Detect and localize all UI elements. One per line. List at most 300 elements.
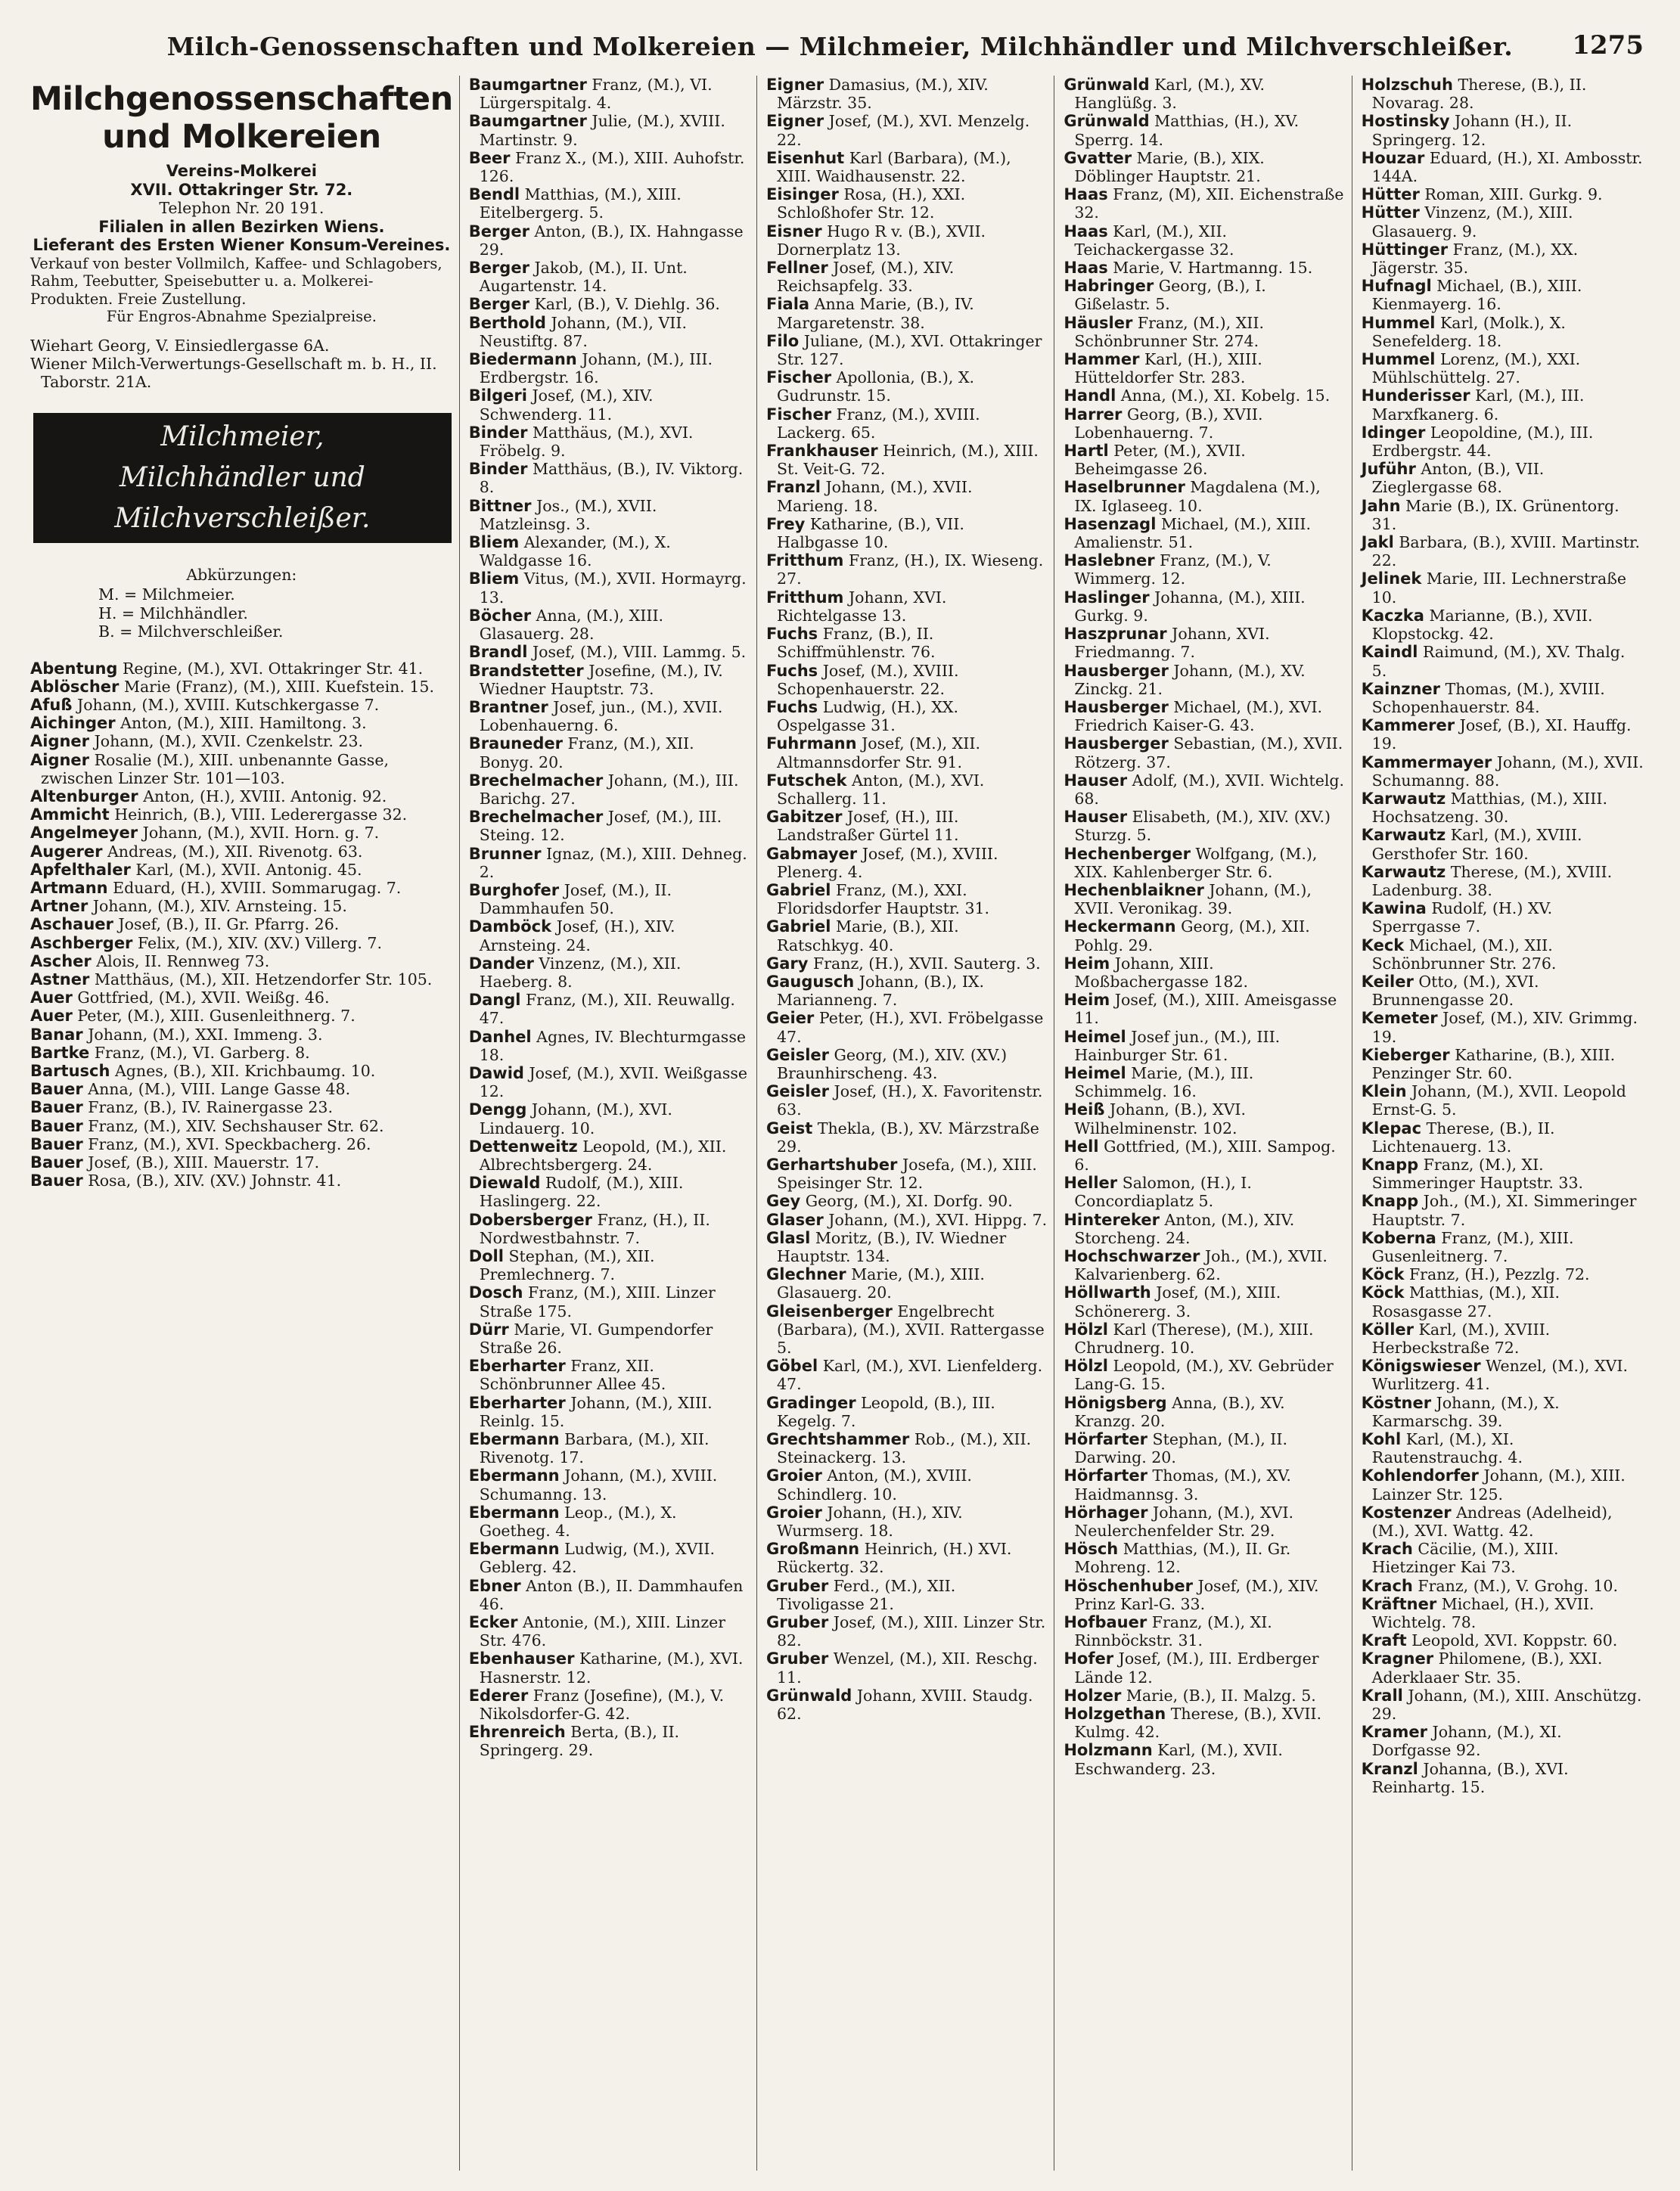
list-item xyxy=(469,1174,750,1210)
list-item xyxy=(766,808,1048,844)
entry-name: Kräftner xyxy=(1361,1594,1437,1613)
list-item xyxy=(469,1540,750,1576)
list-item xyxy=(469,533,750,569)
entry-name: Ebermann xyxy=(468,1466,560,1485)
list-item xyxy=(1362,76,1644,112)
list-item xyxy=(766,1649,1048,1686)
list-item xyxy=(30,879,453,897)
list-item xyxy=(1064,1028,1345,1064)
entry-name: Geisler xyxy=(766,1045,829,1064)
entry-name: Glaser xyxy=(766,1210,824,1229)
entry-details: Hugo R v. (B.), XVII. Dornerplatz 13. xyxy=(777,222,986,259)
entry-details: Matthäus, (M.), XII. Hetzendorfer Str. 105. xyxy=(94,970,433,989)
entry-details: Johann, (M.), XVIII. Schumanng. 13. xyxy=(479,1466,718,1504)
list-item xyxy=(766,259,1048,295)
entry-details: Rudolf, (M.), XIII. Haslingerg. 22. xyxy=(479,1174,684,1211)
entry-details: Johann, (M.), XIII. Reinlg. 15. xyxy=(479,1393,713,1430)
list-item xyxy=(766,442,1048,478)
entry-name: Fischer xyxy=(766,405,832,424)
entry-details: Marie, (B.), XIX. Döblinger Hauptstr. 21. xyxy=(1074,148,1265,186)
entry-name: Hauser xyxy=(1064,808,1128,827)
entry-name: Aigner xyxy=(30,732,90,751)
entry-name: Gruber xyxy=(766,1576,829,1595)
list-item xyxy=(1064,1466,1345,1503)
list-item xyxy=(469,954,750,991)
entry-details: Anna Marie, (B.), IV. Margaretenstr. 38. xyxy=(777,295,974,332)
list-item xyxy=(1362,826,1644,862)
entry-name: Bendl xyxy=(468,185,520,204)
entry-details: Peter, (M.), XVII. Beheimgasse 26. xyxy=(1074,442,1246,479)
entry-name: Kammermayer xyxy=(1361,753,1492,771)
list-item xyxy=(1064,1741,1345,1777)
list-item xyxy=(469,460,750,496)
entry-name: Kammerer xyxy=(1361,716,1455,735)
entry-details: Engelbrecht (Barbara), (M.), XVII. Rattergasse 5. xyxy=(777,1302,1045,1358)
entry-name: Hartl xyxy=(1064,442,1109,461)
entry-name: Dangl xyxy=(468,991,521,1010)
entry-name: Dawid xyxy=(468,1063,524,1082)
entry-details: Josef, (M.), II. Dammhaufen 50. xyxy=(479,880,672,918)
entry-name: Heiß xyxy=(1064,1100,1105,1119)
entry-details: Franz, (M.), VI. Garberg. 8. xyxy=(94,1043,310,1062)
entry-details: Josef, (M.), XIV. Grimmg. 19. xyxy=(1371,1009,1638,1046)
entry-name: Hönigsberg xyxy=(1064,1393,1167,1412)
entry-name: Kainzner xyxy=(1361,679,1441,698)
list-item xyxy=(1362,936,1644,973)
list-item xyxy=(1362,1595,1644,1631)
entry-details: Franz, (H.), IX. Wieseng. 27. xyxy=(777,551,1044,588)
entry-details: Therese, (M.), XVIII. Ladenburg. 38. xyxy=(1371,862,1613,899)
list-item xyxy=(1064,734,1345,771)
entry-details: Rosa, (H.), XXI. Schloßhofer Str. 12. xyxy=(777,185,966,222)
abbreviation-item: H. = Milchhändler. xyxy=(98,604,248,622)
entry-name: Jakl xyxy=(1361,533,1394,552)
list-item xyxy=(1064,1100,1345,1137)
list-item xyxy=(1362,350,1644,386)
entry-details: Felix, (M.), XIV. (XV.) Villerg. 7. xyxy=(137,933,382,952)
entry-details: Josefine, (M.), IV. Wiedner Hauptstr. 73. xyxy=(479,661,723,698)
list-item xyxy=(1362,1687,1644,1723)
list-item xyxy=(766,845,1048,881)
entry-details: Leopold, (M.), XV. Gebrüder Lang-G. 15. xyxy=(1074,1357,1334,1394)
list-item xyxy=(1362,899,1644,936)
section-banner-milchmeier xyxy=(33,413,452,543)
list-item xyxy=(469,1247,750,1283)
entry-details: Karl (Therese), (M.), XIII. Chrudnerg. 10. xyxy=(1074,1320,1314,1358)
entry-details: Josef, (M.), XIII. Linzer Str. 82. xyxy=(777,1613,1046,1650)
list-item xyxy=(766,1229,1048,1265)
entry-name: Höllwarth xyxy=(1064,1283,1151,1302)
entry-name: Dengg xyxy=(468,1100,527,1119)
abbreviations-heading: Abkürzungen: xyxy=(186,565,297,584)
list-item xyxy=(469,112,750,148)
column-4 xyxy=(1064,76,1352,2171)
list-item xyxy=(766,1466,1048,1503)
list-item xyxy=(1064,76,1345,112)
entry-name: Fiala xyxy=(766,295,810,314)
entry-name: Berger xyxy=(468,222,529,241)
entry-name: Ebermann xyxy=(468,1540,560,1559)
entry-name: Fellner xyxy=(766,259,828,278)
entry-name: Dettenweitz xyxy=(468,1137,578,1156)
list-item xyxy=(766,551,1048,588)
entry-details: Anton, (H.), XVIII. Antonig. 92. xyxy=(143,787,387,805)
entry-details: Alois, II. Rennweg 73. xyxy=(96,951,270,970)
entry-details: Josef, (M.), XIV. Reichsapfelg. 33. xyxy=(777,259,955,296)
entry-name: Gaugusch xyxy=(766,972,855,991)
entry-details: Heinrich, (B.), VIII. Lederergasse 32. xyxy=(114,805,408,824)
entry-details: Marie, (B.), XII. Ratschkyg. 40. xyxy=(777,917,959,954)
entry-details: Anton, (B.), VII. Zieglergasse 68. xyxy=(1371,460,1545,497)
banner-line: Milchmeier, xyxy=(160,421,325,452)
entry-name: Hummel xyxy=(1361,350,1436,369)
entry-name: Hasenzagl xyxy=(1064,514,1157,533)
entry-name: Artmann xyxy=(30,879,108,898)
entry-name: Eigner xyxy=(766,76,824,94)
entry-name: Ebermann xyxy=(468,1430,560,1449)
list-item xyxy=(766,881,1048,917)
entry-details: Rosa, (B.), XIV. (XV.) Johnstr. 41. xyxy=(88,1172,342,1190)
entry-name: Ehrenreich xyxy=(468,1723,566,1742)
entry-name: Bartke xyxy=(30,1043,90,1062)
entry-details: Barbara, (M.), XII. Rivenotg. 17. xyxy=(479,1430,710,1467)
entry-details: Anton, (M.), XIV. Storcheng. 24. xyxy=(1074,1210,1295,1247)
list-item xyxy=(1362,149,1644,185)
entry-details: Josef, (M.), XIII. Ameisgasse 11. xyxy=(1074,991,1337,1028)
entry-details: Alexander, (M.), X. Waldgasse 16. xyxy=(479,533,671,570)
list-item xyxy=(1362,1504,1644,1540)
entry-details: Johann, (B.), XVI. Wilhelminenstr. 102. xyxy=(1074,1100,1247,1137)
entry-name: Haslebner xyxy=(1064,551,1155,570)
list-item xyxy=(766,1430,1048,1466)
entry-details: Franz, (M.), XII. Schönbrunner Str. 274. xyxy=(1074,313,1264,350)
list-item xyxy=(1064,1283,1345,1320)
company-description: Verkauf von bester Vollmilch, Kaffee- und Schlagobers, Rahm, Teebutter, Speisebutter u. a. Molkerei-Produkten. Freie Zustellung. xyxy=(30,254,443,308)
entry-name: Auer xyxy=(30,988,73,1007)
list-item xyxy=(469,569,750,606)
entry-name: Karwautz xyxy=(1361,862,1446,881)
entry-details: Therese, (B.), XVII. Kulmg. 42. xyxy=(1074,1705,1322,1742)
entry-details: Georg, (M.), XIV. (XV.) Braunhirscheng. 43. xyxy=(777,1045,1008,1082)
entry-name: Kohl xyxy=(1361,1430,1402,1449)
list-item xyxy=(469,1211,750,1247)
entry-name: Gerhartshuber xyxy=(766,1155,898,1174)
list-item xyxy=(766,478,1048,514)
entry-details: Vinzenz, (M.), XII. Haeberg. 8. xyxy=(479,954,682,991)
entry-details: Karl, (H.), XIII. Hütteldorfer Str. 283. xyxy=(1074,350,1262,387)
entry-name: Karwautz xyxy=(1361,789,1446,808)
entry-name: Altenburger xyxy=(30,787,138,805)
entry-details: Leopold, (B.), III. Kegelg. 7. xyxy=(777,1393,995,1430)
list-item xyxy=(766,222,1048,259)
entry-details: Johann, (M.), VII. Neustiftg. 87. xyxy=(479,313,687,350)
entry-details: Karl, (M.), XV. Hanglüßg. 3. xyxy=(1074,76,1265,113)
list-item xyxy=(30,1062,453,1080)
entry-details: Anton, (M.), XVIII. Schindlerg. 10. xyxy=(777,1466,972,1504)
list-item xyxy=(1064,1320,1345,1357)
entry-details: Josef, (B.), XI. Hauffg. 19. xyxy=(1371,716,1632,753)
entry-details: Marie, (B.), II. Malzg. 5. xyxy=(1126,1686,1316,1705)
entry-details: Therese, (B.), II. Novarag. 28. xyxy=(1371,76,1587,113)
entry-name: Geist xyxy=(766,1119,813,1137)
list-item xyxy=(30,1153,453,1172)
list-item xyxy=(30,861,453,879)
list-item xyxy=(30,1044,453,1062)
list-item xyxy=(469,643,750,661)
entry-details: Marie, VI. Gumpendorfer Straße 26. xyxy=(479,1320,713,1358)
entry-details: Josef, (M.), XVI. Menzelg. 22. xyxy=(777,112,1030,149)
entry-details: Juliane, (M.), XVI. Ottakringer Str. 127. xyxy=(777,331,1042,369)
entry-name: Glasl xyxy=(766,1228,811,1247)
entry-details: Franz, (M.), XX. Jägerstr. 35. xyxy=(1371,240,1579,278)
entry-details: Matthias, (M.), II. Gr. Mohreng. 12. xyxy=(1074,1540,1291,1577)
entry-details: Michael, (M.), XIII. Amalienstr. 51. xyxy=(1074,514,1312,552)
entry-details: Johann, (B.), IX. Marianneng. 7. xyxy=(777,972,985,1010)
entry-details: Katharine, (B.), XIII. Penzinger Str. 60. xyxy=(1371,1045,1616,1082)
entry-name: Klepac xyxy=(1361,1119,1422,1137)
entry-name: Eigner xyxy=(766,112,824,131)
entry-details: Anna, (M.), XIII. Glasauerg. 28. xyxy=(479,606,664,644)
entries-column-4 xyxy=(1064,76,1345,1778)
list-item xyxy=(1362,1265,1644,1283)
entry-details: Johann (H.), II. Springerg. 12. xyxy=(1371,112,1573,149)
entry-name: Gabriel xyxy=(766,917,831,936)
section-title-line: Milchgenossenschaften xyxy=(30,80,453,118)
list-item xyxy=(1362,1320,1644,1357)
entry-name: Haas xyxy=(1064,259,1108,278)
list-item xyxy=(30,897,453,915)
entry-details: Johann, XIII. Moßbachergasse 182. xyxy=(1074,954,1249,991)
list-item xyxy=(469,1100,750,1137)
list-item xyxy=(469,149,750,185)
list-item xyxy=(1064,991,1345,1027)
list-item xyxy=(1064,551,1345,588)
entry-details: Agnes, (B.), XII. Krichbaumg. 10. xyxy=(114,1062,376,1081)
entry-details: Gottfried, (M.), XIII. Sampog. 6. xyxy=(1074,1137,1336,1174)
list-item xyxy=(469,1504,750,1540)
entry-details: Matthias, (M.), XIII. Eitelbergerg. 5. xyxy=(479,185,682,222)
entry-name: Beer xyxy=(468,148,511,167)
entry-details: Apollonia, (B.), X. Gudrunstr. 15. xyxy=(777,368,975,405)
column-1 xyxy=(30,76,460,2171)
list-item xyxy=(1064,277,1345,313)
entry-name: Gleisenberger xyxy=(766,1302,893,1320)
list-item xyxy=(1064,1064,1345,1100)
entry-details: Franz, (M.), XIV. Sechshauser Str. 62. xyxy=(88,1116,384,1135)
entry-name: Böcher xyxy=(468,606,532,625)
entry-details: Johann, (M.), XIII. Lainzer Str. 125. xyxy=(1371,1466,1626,1504)
entry-details: Johanna, (M.), XIII. Gurkg. 9. xyxy=(1074,588,1306,625)
entry-name: Hintereker xyxy=(1064,1210,1160,1229)
entry-details: Franz, (M.), XIII. Linzer Straße 175. xyxy=(479,1283,716,1320)
directory-page xyxy=(30,21,1650,2173)
entry-name: Grünwald xyxy=(766,1686,852,1705)
list-item xyxy=(469,386,750,423)
entry-name: Hütter xyxy=(1361,203,1420,222)
entry-name: Geier xyxy=(766,1009,815,1028)
list-item xyxy=(30,970,453,988)
entry-details: Anton (B.), II. Dammhaufen 46. xyxy=(479,1576,744,1613)
entry-name: Afuß xyxy=(30,695,73,714)
entry-name: Hörhager xyxy=(1064,1503,1148,1522)
list-item xyxy=(1362,1760,1644,1796)
list-item xyxy=(1362,203,1644,240)
entry-details: Georg, (M.), XII. Pohlg. 29. xyxy=(1074,917,1310,954)
list-item xyxy=(30,787,453,805)
entry-name: Hummel xyxy=(1361,313,1436,332)
list-item xyxy=(469,771,750,808)
list-item xyxy=(30,696,453,714)
entry-name: Jelinek xyxy=(1361,569,1422,588)
entry-name: Hösch xyxy=(1064,1540,1119,1559)
list-item xyxy=(766,662,1048,698)
running-head: Milch-Genossenschaften und Molkereien — Milchmeier, Milchhändler und Milchverschleißer. xyxy=(166,31,1514,61)
list-item xyxy=(1064,625,1345,661)
entry-name: Königswieser xyxy=(1361,1357,1481,1376)
entry-name: Biedermann xyxy=(468,350,577,369)
entry-details: Matthäus, (M.), XVI. Fröbelg. 9. xyxy=(479,423,694,461)
entry-details: Karl, (Molk.), X. Senefelderg. 18. xyxy=(1371,313,1566,350)
entry-name: Koberna xyxy=(1361,1228,1436,1247)
list-item xyxy=(1362,1540,1644,1576)
entry-details: Franz, (M.), XII. Bonyg. 20. xyxy=(479,734,694,771)
entry-details: Karl, (M.), XVIII. Herbeckstraße 72. xyxy=(1371,1320,1551,1358)
entry-details: Heinrich, (M.), XIII. St. Veit-G. 72. xyxy=(777,442,1039,479)
list-item xyxy=(469,222,750,259)
list-item xyxy=(766,1119,1048,1156)
entry-name: Heimel xyxy=(1064,1027,1126,1046)
entry-name: Brandl xyxy=(468,643,528,662)
entry-details: Josef, (M.), VIII. Lammg. 5. xyxy=(532,643,747,662)
entry-name: Bauer xyxy=(30,1098,83,1117)
entry-details: Johann, (M.), III. Erdbergstr. 16. xyxy=(479,350,713,387)
entry-details: Andreas, (M.), XII. Rivenotg. 63. xyxy=(107,842,363,861)
entry-details: Adolf, (M.), XVII. Wichtelg. 68. xyxy=(1074,771,1345,808)
entry-name: Apfelthaler xyxy=(30,860,131,879)
entry-details: Katharine, (B.), VII. Halbgasse 10. xyxy=(777,514,964,552)
entry-name: Hunderisser xyxy=(1361,386,1470,405)
entry-details: Joh., (M.), XVII. Kalvarienberg. 62. xyxy=(1074,1247,1328,1284)
entry-name: Kohlendorfer xyxy=(1361,1466,1479,1485)
company-address: XVII. Ottakringer Str. 72. xyxy=(130,180,353,199)
entry-details: Vinzenz, (M.), XIII. Glasauerg. 9. xyxy=(1371,203,1573,241)
entry-name: Futschek xyxy=(766,771,847,790)
entry-details: Leopold, XVI. Koppstr. 60. xyxy=(1411,1631,1618,1650)
entry-details: Franz, (H.), XVII. Sauterg. 3. xyxy=(813,954,1041,973)
list-item xyxy=(766,405,1048,442)
entry-name: Brantner xyxy=(468,697,548,716)
entry-name: Eberharter xyxy=(468,1393,566,1412)
entry-details: Anton, (M.), XIII. Hamiltong. 3. xyxy=(120,714,367,733)
column-2 xyxy=(469,76,757,2171)
entry-details: Karl, (B.), V. Diehlg. 36. xyxy=(534,295,720,314)
list-item xyxy=(469,734,750,771)
banner-line: Milchhändler und xyxy=(119,461,365,493)
entry-name: Berthold xyxy=(468,313,546,332)
entry-name: Holzgethan xyxy=(1064,1705,1166,1724)
list-item xyxy=(766,1394,1048,1430)
list-item xyxy=(1362,1357,1644,1393)
entry-name: Häusler xyxy=(1064,313,1133,332)
list-item xyxy=(766,1211,1048,1229)
list-item xyxy=(1064,1705,1345,1741)
list-item xyxy=(766,1009,1048,1045)
entry-name: Eisinger xyxy=(766,185,839,204)
list-item xyxy=(1064,588,1345,625)
entry-name: Groier xyxy=(766,1466,822,1485)
list-item xyxy=(766,149,1048,185)
entry-details: Marie (B.), IX. Grünentorg. 31. xyxy=(1371,496,1619,533)
entry-details: Joh., (M.), XI. Simmeringer Hauptstr. 7. xyxy=(1371,1192,1637,1229)
entry-details: Michael, (B.), XIII. Kienmayerg. 16. xyxy=(1371,277,1582,314)
entry-details: Marie, (M.), III. Schimmelg. 16. xyxy=(1074,1063,1254,1101)
list-item xyxy=(1064,386,1345,405)
list-item xyxy=(469,917,750,954)
entry-name: Artner xyxy=(30,897,89,916)
entry-name: Kragner xyxy=(1361,1649,1434,1668)
list-item xyxy=(766,1265,1048,1302)
entry-name: Hochschwarzer xyxy=(1064,1247,1200,1265)
entry-details: Matthias, (M.), XII. Rosasgasse 27. xyxy=(1371,1283,1560,1320)
section-title-molkereien xyxy=(30,80,453,156)
entry-details: Jos., (M.), XVII. Matzleinsg. 3. xyxy=(479,496,657,533)
entry-details: Peter, (H.), XVI. Fröbelgasse 47. xyxy=(777,1009,1044,1046)
entry-name: Gvatter xyxy=(1064,148,1132,167)
entry-name: Bittner xyxy=(468,496,532,515)
entry-details: Franz, (M.), XXI. Floridsdorfer Hauptstr. 31. xyxy=(777,880,990,918)
page-number: 1275 xyxy=(1572,30,1644,61)
entry-details: Magdalena (M.), IX. Iglaseeg. 10. xyxy=(1074,478,1321,515)
entry-name: Hostinsky xyxy=(1361,112,1450,131)
entry-details: Thomas, (M.), XVIII. Schopenhauerstr. 84. xyxy=(1371,679,1605,716)
list-item xyxy=(1064,1504,1345,1540)
entry-details: Marie, (M.), XIII. Glasauerg. 20. xyxy=(777,1265,985,1302)
entry-name: Kaczka xyxy=(1361,606,1424,625)
entry-name: Eisner xyxy=(766,222,822,241)
entry-name: Dander xyxy=(468,954,534,973)
list-item xyxy=(30,824,453,842)
entry-details: Otto, (M.), XVI. Brunnengasse 20. xyxy=(1371,972,1539,1010)
entry-details: Franz, (H.), II. Nordwestbahnstr. 7. xyxy=(479,1210,710,1247)
entry-details: Johann, (M.), XVII. Leopold Ernst-G. 5. xyxy=(1371,1082,1626,1119)
entry-details: Michael, (M.), XVI. Friedrich Kaiser-G. 43. xyxy=(1074,697,1323,735)
entry-details: Franz, (M), XII. Eichenstraße 32. xyxy=(1074,185,1344,222)
list-item xyxy=(1362,386,1644,423)
list-item xyxy=(1362,1082,1644,1119)
entry-details: Franz, (M.), XII. Reuwallg. 47. xyxy=(479,991,735,1028)
entry-details: Marie (Franz), (M.), XIII. Kuefstein. 15. xyxy=(123,677,434,696)
entry-name: Krach xyxy=(1361,1576,1413,1595)
entry-details: Johann, (M.), XIV. Arnsteing. 15. xyxy=(92,897,347,916)
entry-name: Gey xyxy=(766,1192,801,1211)
entry-name: Hausberger xyxy=(1064,734,1169,753)
list-item xyxy=(1362,1156,1644,1192)
list-item xyxy=(1064,222,1345,259)
entry-details: Rosalie (M.), XIII. unbenannte Gasse, zwischen Linzer Str. 101—103. xyxy=(41,750,389,787)
entry-details: Johanna, (B.), XVI. Reinhartg. 15. xyxy=(1371,1759,1569,1796)
entry-name: Grünwald xyxy=(1064,112,1150,131)
entry-details: Franz, (M.), XIII. Gusenleitnerg. 7. xyxy=(1371,1228,1574,1265)
entry-details: Wenzel, (M.), XII. Reschg. 11. xyxy=(777,1649,1038,1687)
entry-name: Hörfarter xyxy=(1064,1466,1148,1485)
entry-details: Josef, (M.), XVII. Weißgasse 12. xyxy=(479,1063,748,1101)
entry-name: Abentung xyxy=(30,659,118,678)
list-item xyxy=(30,1098,453,1116)
entry-details: Johann, (M.), XIII. Anschützg. 29. xyxy=(1371,1686,1642,1724)
entries-column-5 xyxy=(1362,76,1644,1796)
company-telephone: Telephon Nr. 20 191. xyxy=(159,199,325,218)
list-item xyxy=(1362,1009,1644,1045)
